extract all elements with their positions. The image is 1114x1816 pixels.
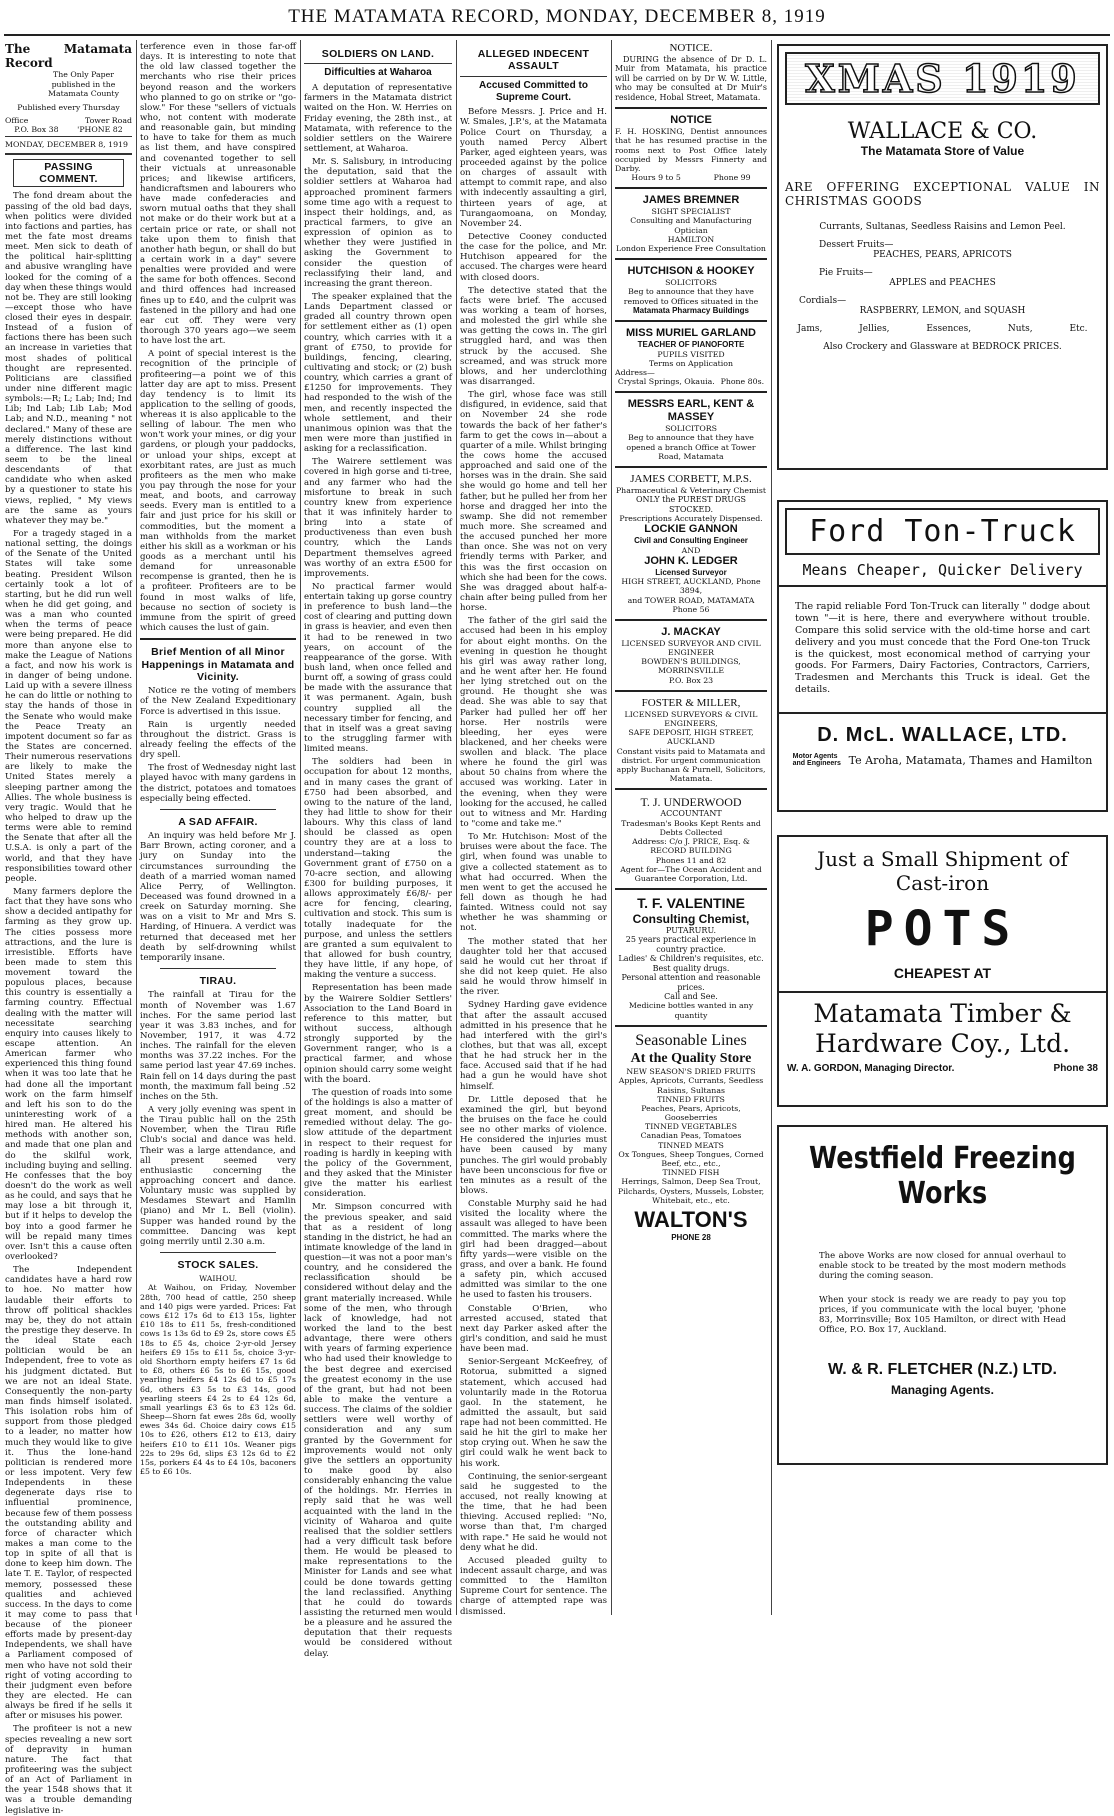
ad-line: PHONE 28: [671, 1232, 711, 1242]
paragraph: The speaker explained that the Lands Department classed or graded all country thrown open for settlement either as (1) open country, which carries with it a grant of £750, to provide for buildings, fencing, clearing, cultivating and stock; or (2) bush country, which carries a grant of £1250 for improvements. They had responded to the wish of the men, and recently inspected the whole settlement, and their unanimous opinion was that the men were more than justified in asking for a reclassification.: [304, 291, 452, 455]
passing-comment-heading: PASSING COMMENT.: [13, 159, 124, 188]
wallace-line: Dessert Fruits—: [819, 240, 894, 250]
paragraph: Notice re the voting of members of the New Zealand Expeditionary Force is advertised in this issue.: [140, 686, 296, 717]
ad-title: T. J. UNDERWOOD: [640, 795, 742, 810]
stock-sales-subheading: WAIHOU.: [199, 1274, 237, 1284]
nameplate-office: Office: [5, 116, 29, 126]
ad-line: ACCOUNTANT: [660, 809, 722, 819]
soldiers-heading: SOLDIERS ON LAND.: [304, 48, 452, 64]
paragraph: Dr. Little deposed that he examined the girl, but beyond the bruises on the face he could see no other marks of violence. He considered the injuries must have been caused by many punches. The girl would probably have been unconscious for five or ten minutes as a result of the blows.: [460, 1094, 607, 1196]
paragraph: The frost of Wednesday night last played havoc with many gardens in the district, potatoes and tomatoes especially being effected.: [140, 763, 296, 804]
ad-line: BOWDEN'S BUILDINGS, MORRINSVILLE: [641, 657, 741, 676]
ad-line: TINNED FRUITS: [657, 1094, 725, 1104]
ad-line: Terms on Application: [649, 358, 733, 368]
ad-title: FOSTER & MILLER,: [641, 696, 741, 709]
ad-line: Peaches, Pears, Apricots, Gooseberries: [641, 1103, 741, 1123]
phone: Phone 99: [713, 173, 751, 183]
ad-line: Ox Tongues, Sheep Tongues, Corned Beef, etc., etc.,: [618, 1149, 764, 1169]
ad-line: Phones 11 and 82: [655, 855, 727, 865]
assault-subheading: Accused Committed to Supreme Court.: [479, 79, 588, 103]
stock-sales-heading: STOCK SALES.: [177, 1258, 259, 1271]
paragraph: At Waihou, on Friday, November 28th, 700 head of cattle, 250 sheep and 140 pigs were yarded. Prices: Fat cows £12 17s 6d to £13 15s, lighter £10 18s to £11 5s, fresh-conditioned cows 1s 13s 6d to £9 2s, store cows £5 18s to £5 4s, choice 2-yr-old Jersey heifers £9 15s to £11 5s, choice 3-yr-old Shorthorn empty heifers £7 1s 6d to £8, others £6 5s to £6 15s, good yearling heifers £4 12s 6d to £5 17s 6d, others £3 5s to £3 14s, good yearling steers £4 2s to £4 12s 6d, small yearlings £3 6s to £3 12s 6d. Sheep—Shorn fat ewes 28s 6d, woolly ewes 34s 6d. Choice dairy cows £15 10s to £26, others £12 to £13, dairy heifers £10 to £11 10s. Weaner pigs 22s to 29s 6d, slips £3 12s 6d to £2 15s, porkers £4 4s to £4 10s, baconers £5 to £6 10s.: [140, 1283, 296, 1477]
ad-title: WALTON'S: [634, 1206, 748, 1232]
paragraph: The Wairere settlement was covered in high gorse and ti-tree, and any farmer who had the misfortune to break in such country knew from experience that it was infinitely harder to bring into a state of productiveness than even bush country, which the Lands Department themselves agreed was worthy of an extra £500 for improvements.: [304, 457, 452, 579]
paragraph: The soldiers had been in occupation for about 12 months, and in many cases the grant of £750 had been absorbed, and owing to the nature of the land, they had little to show for their labours. Why this class of land should be classed as open country they are at a loss to understand—taking the Government grant of £750 on a 70-acre section, and allowing £300 for building purposes, it allows approximately £6/8/- per acre for fencing, clearing, cultivation and stock. This sum is totally inadequate for the purpose, and unless the settlers are granted a sum equivalent to that allowed for bush country, they have little, if any hope, of making the venture a success.: [304, 757, 452, 981]
wallace-item: Essences,: [926, 324, 972, 334]
brief-mention-heading: Brief Mention of all Minor Happenings in Matamata and Vicinity.: [141, 646, 295, 683]
wallace-offer: ARE OFFERING EXCEPTIONAL VALUE IN CHRISTMAS GOODS: [785, 180, 1100, 208]
mt-name: Matamata Timber &: [813, 999, 1072, 1028]
ford-title: Ford Ton-Truck: [809, 514, 1076, 549]
paragraph: The mother stated that her daughter told her that accused said he would cut her throat if she did not keep quiet. He also said he would throw himself in the river.: [460, 936, 607, 998]
paragraph: No practical farmer would entertain taking up gorse country in preference to bush land—the cost of clearing and putting down in grass is heavier, and even then it had to be renewed in two years, on account of the reappearance of the gorse. With bush land, when once felled and burnt off, a sowing of grass could be made with the assurance that it was permanent. Again, bush country supplied all the necessary timber for fencing, and that in itself was a great saving to the struggling farmer with limited means.: [304, 581, 452, 755]
ad-line: Consulting Chemist,: [632, 911, 750, 926]
tirau-heading: TIRAU.: [199, 975, 237, 988]
ad-line: TEACHER OF PIANOFORTE: [637, 340, 745, 350]
ford-dealer: D. McL. WALLACE, LTD.: [817, 724, 1068, 746]
ad-line: AND: [681, 545, 701, 555]
wallace-line: Cordials—: [799, 296, 847, 306]
ad-title: Seasonable Lines: [635, 1031, 747, 1049]
divider: [615, 320, 767, 322]
paragraph: The rainfall at Tirau for the month of November was 1.67 inches. For the same period last year it was 3.83 inches, and for November, 1917, it was 4.72 inches. The rainfall for the eleven months was 37.22 inches. For the same period last year 47.69 inches. Rain fell on 14 days during the past month, the maximum fall being .52 inches on the 5th.: [140, 990, 296, 1102]
mt-phone: Phone 38: [1053, 1063, 1098, 1074]
paragraph: Sydney Harding gave evidence that after the assault accused admitted in his presence that he had interfered with the girl's clothes, but that was all, except that he had struck her in the face. Accused said that if he had had a gun he would have shot himself.: [460, 1000, 607, 1092]
ad-line: Beg to announce that they have opened a branch Office at Tower Road, Matamata: [626, 433, 756, 461]
ad-line: Pharmaceutical & Veterinary Chemist: [615, 485, 767, 495]
assault-heading: ALLEGED INDECENT ASSAULT: [460, 48, 607, 77]
ad-line: AUCKLAND: [667, 737, 715, 747]
column-1: [5, 42, 132, 1816]
pots-ad: [777, 835, 1108, 1107]
paragraph: The father of the girl said the accused had been in his employ for about eight months. On the evening in question he thought his girl was away rather long, and he went after her. He found her lying stretched out on the ground. He thought she was dead. She was able to say that Parker had pulled her off her horse. Her nostrils were bleeding, her eyes were blackened, and her cheeks were swollen and black. The place where he found the girl was about 50 chains from where the accused was working. Later in the evening, when they were looking for the accused, he called out to witness and Mr. Harding to "come and take me.": [460, 616, 607, 830]
divider: [615, 888, 767, 890]
paragraph: Accused pleaded guilty to indecent assault charge, and was committed to the Hamilton Supreme Court for sentence. The charge of attempted rape was dismissed.: [460, 1555, 607, 1617]
ford-towns: Te Aroha, Matamata, Thames and Hamilton: [848, 753, 1093, 767]
ad-line: PUTARURU.: [666, 925, 716, 935]
ad-line: Personal attention and reasonable prices.: [621, 973, 761, 992]
soldiers-subheading: Difficulties at Waharoa: [324, 67, 432, 79]
paragraph: Constable Murphy said he had visited the locality where the assault was alleged to have been committed. The marks where the girl had been dragged—about fifty yards—were visible on the grass, and over a bank. He found a safety pin, which accused admitted was similar to the one he used to fasten his trousers.: [460, 1199, 607, 1301]
ad-line: Canadian Peas, Tomatoes: [640, 1131, 742, 1141]
ad-line: London Experience: [616, 243, 693, 253]
ad-line: Prescriptions Accurately Dispensed.: [619, 514, 763, 523]
westfield-body: The above Works are now closed for annual overhaul to enable stock to be treated by the most modern methods during the coming season.: [819, 1251, 1066, 1281]
paragraph: To Mr. Hutchison: Most of the bruises were about the face. The girl, when found was unable to give a collected statement as to what had occurred. When the men went to get the accused he fell down as though he had fainted. Witness could not say whether he was shamming or not.: [460, 832, 607, 934]
column-rule: [456, 40, 457, 1615]
ford-body: The rapid reliable Ford Ton-Truck can literally " dodge about town "—it is here, there and everywhere without trouble. Compare this solid service with the old-time horse and cart delivery and you must concede that the Ford One-ton Truck is the quickest, most economical method of carrying your goods. For Farmers, Dairy Factories, Contractors, Carriers, Tradesmen and Merchants this Truck is ideal. Get the details.: [795, 601, 1090, 696]
xmas-banner: XMAS 1919: [785, 52, 1100, 105]
ad-line: and TOWER ROAD, MATAMATA: [627, 595, 755, 605]
paragraph: Constable O'Brien, who arrested accused, stated that next day Parker asked after the girl's condition, and said he must have been mad.: [460, 1303, 607, 1355]
ad-line: LICENSED SURVEYOR AND CIVIL ENGINEER: [621, 638, 761, 658]
divider: [160, 1252, 276, 1253]
ad-line: Beg to announce that they have removed to Offices situated in the: [623, 287, 759, 306]
ad-title: HUTCHISON & HOOKEY: [627, 265, 755, 278]
wallace-item: Etc.: [1069, 324, 1088, 334]
wallace-line: APPLES and PEACHES: [889, 278, 996, 288]
column-rule: [300, 40, 301, 1615]
paragraph: Representation has been made by the Wairere Soldier Settlers' Association to the Land Board in reference to this matter, but without success, although strongly supported by the Government ranger, who is a practical farmer, and whose opinion should carry some weight with the board.: [304, 983, 452, 1085]
ad-line: Best quality drugs.: [652, 963, 730, 973]
paragraph: The profiteer is not a new species revealing a new sort of depravity in human nature. The fact that profiteering was the subject of an Act of Parliament in the year 1548 shows that it was a trouble demanding legislative in-: [5, 1724, 132, 1816]
paragraph: Rain is urgently needed throughout the district. Grass is already feeling the effects of the dry spell.: [140, 719, 296, 761]
divider: [160, 968, 276, 969]
paragraph: Detective Cooney conducted the case for the police, and Mr. Hutchison appeared for the accused. The charges were heard with closed doors.: [460, 232, 607, 283]
paragraph: A point of special interest is the recognition of the principle of profiteering—a point we of this latter day are apt to miss. Present day tendency is to limit its application to the selling of goods, whereas it is also applicable to the selling of labour. The men who won't work your mines, or dig your gardens, or plough your paddocks, or unload your ships, except at exorbitant rates, are just as much profiteers as the men who make you pay through the nose for your meat, and boots, and carroway seeds. Every man is entitled to a fair and just price for his skill or commodities, but the moment a man withholds from the market either his skill as a workman or his goods as a merchant until his demand for unreasonable recompense is granted, then he is a profiteer. Profiteers are to be found in most walks of life, because no section of society is immune from the spirit of greed which causes the lust of gain.: [140, 349, 296, 634]
nameplate: [5, 42, 132, 137]
ford-subtitle: Means Cheaper, Quicker Delivery: [779, 561, 1106, 587]
ad-title: T. F. VALENTINE: [637, 895, 745, 912]
column-rule: [136, 40, 137, 1615]
ad-line: TINNED VEGETABLES: [645, 1122, 737, 1132]
paragraph: An inquiry was held before Mr J. Barr Brown, acting coroner, and a jury on Sunday into the circumstances surrounding the death of a married woman named Alice Perry, of Wellington. Deceased was found drowned in a creek on Saturday morning. She was on a visit to Mr and Mrs S. Harding, of Hinuera. A verdict was returned that deceased met her death by self-drowning whilst temporarily insane.: [140, 831, 296, 963]
pots-title: POTS: [864, 901, 1021, 957]
ad-line: SIGHT SPECIALIST: [651, 207, 731, 217]
ad-line: Address: C/o J. PRICE, Esq. & RECORD BUILDING: [632, 837, 750, 856]
paragraph: The Independent candidates have a hard row to hoe. No matter how laudable their efforts to throw off political shackles may be, they do not attain the prestige they deserve. In the ideal State each politician would be an Independent, free to vote as his judgment dictated. But we are not an ideal State. Consequently the non-party man finds himself isolated. This isolation robs him of support from those pledged to a leader, no matter how much they would like to give it. Thus the lone-hand politician is rendered more or less impotent. Very few Independents in these degenerate days rise to influential prominence, because few of them possess the outstanding ability and force of character which makes a man come to the top in spite of all that is done to keep him down. The late T. E. Taylor, of respected memory, possessed these qualities and achieved success. In the days to come it may come to pass that because of the pioneer efforts made by present-day Independents, we shall have a Parliament composed of men who have not sold their right of voting according to their judgment even before they are elected. He can always be fired if he sells it after or misuses his power.: [5, 1265, 132, 1722]
mt-name: Hardware Coy., Ltd.: [814, 1029, 1071, 1058]
paragraph: Mr. S. Salisbury, in introducing the deputation, said that the soldier settlers at Waharoa had approached prominent farmers some time ago with a request to inspect their holdings, and, as practical farmers, to give an expression of opinion as to whether they were justified in asking the Government to consider the question of reclassifying their land, and increasing the grant thereon.: [304, 157, 452, 289]
paragraph: The fond dream about the passing of the old bad days, when politics were divided into factions and parties, has met the fate most dreams meet. Men sick to death of the political hair-splitting and abusive wrangling have looked for the coming of a day when these things would not be. They are still looking—except those who have closed their eyes in despair. Instead of a fusion of factions there has been such an increase in varieties that most shades of political thought are represented. Politicians are classified under nine different magic symbols:—R; L; Lab; Ind; Ind Lib; Ind Lab; Lib Lab; Mod Lab; and N.D., meaning " not declared." Many of these are merely distinctions without a difference. The last kind seem to be the lineal descendants of that candidate who when asked by a questioner to state his views, replied, " My views are the same as yours whatever they may be.": [5, 191, 132, 526]
ad-line: TINNED FISH: [662, 1168, 720, 1178]
divider: [615, 187, 767, 189]
pots-line: CHEAPEST AT: [893, 965, 992, 981]
ad-line: Consulting and Manufacturing Optician: [630, 216, 752, 235]
fletcher-name: W. & R. FLETCHER (N.Z.) LTD.: [827, 1361, 1057, 1378]
nameplate-tag: The Only Paper published in the Matamata County: [48, 70, 119, 98]
paragraph: For a tragedy staged in a national setting, the doings of the Senate of the United States will take some beating. President Wilson certainly took a lot of starting, but he did run well when he did get going, and was a man who counted when the terms of peace were being prepared. He did more than anyone else to make the League of Nations a fact, and now his work is in danger of being undone. Laid up with a severe illness he can do little or nothing to stay the hands of those in the Senate who would make the Peace Treaty an impotent document so far as the States are concerned. Their numerous reservations are likely to make the United States merely a sleeping partner among the Allies. The whole business is very tragic. Would that he who helped to draw up the terms were able to remind the Senate that after all the U.S.A. is only a part of the world, and that they have responsibilities toward other people.: [5, 529, 132, 884]
paragraph: Continuing, the senior-sergeant said he suggested to the accused, not really knowing at the time, that he had been thieving. Accused replied: "No, worse than that, I'm charged with rape." He said he would not deny what he did.: [460, 1471, 607, 1553]
westfield-title: Works: [897, 1176, 988, 1211]
ad-title: MESSRS EARL, KENT & MASSEY: [627, 398, 755, 424]
ad-line: Agent for—The Ocean Accident and Guarantee Corporation, Ltd.: [620, 864, 762, 884]
ad-line: HAMILTON: [667, 234, 715, 244]
ad-line: Apples, Apricots, Currants, Seedless Raisins, Sultanas: [618, 1076, 764, 1095]
wallace-line: Pie Fruits—: [819, 268, 873, 278]
divider: [615, 258, 767, 260]
ad-line: Address—: [615, 367, 655, 377]
pots-line: Cast-iron: [895, 871, 990, 895]
ad-line: P.O. Box 23: [668, 675, 714, 685]
ad-line: LICENSED SURVEYORS & CIVIL ENGINEERS,: [624, 709, 758, 728]
ad-line: At the Quality Store: [630, 1050, 752, 1066]
ad-line: Crystal Springs, Okauia.: [617, 377, 715, 387]
ad-line: Medicine bottles wanted in any quantity: [628, 1001, 754, 1020]
ad-title: JOHN K. LEDGER: [644, 554, 738, 567]
masthead: THE MATAMATA RECORD, MONDAY, DECEMBER 8, 1919: [288, 6, 826, 27]
ad-line: HIGH STREET, AUCKLAND, Phone 3894,: [621, 577, 761, 596]
column-5: [615, 42, 767, 1617]
ad-line: SAFE DEPOSIT, HIGH STREET,: [628, 728, 754, 738]
westfield-ad: [777, 1125, 1108, 1465]
nameplate-phone: 'PHONE 82: [77, 125, 123, 135]
divider: [615, 391, 767, 393]
issue-date: MONDAY, DECEMBER 8, 1919: [5, 137, 132, 154]
pots-line: Just a Small Shipment of: [817, 847, 1068, 871]
ad-line: Phone 56: [672, 604, 710, 614]
ad-line: Matamata Pharmacy Buildings: [632, 305, 750, 315]
wallace-item: Jams,: [797, 324, 823, 334]
column-2: [140, 42, 296, 1617]
nameplate-po: P.O. Box 38: [14, 125, 59, 135]
wallace-xmas-ad: [777, 44, 1108, 470]
mt-director: W. A. GORDON, Managing Director.: [787, 1063, 955, 1074]
paragraph: The detective stated that the facts were brief. The accused was working a team of horses, and molested the girl while she was getting the cows in. The girl struggled hard, and was then struck by the accused. She screamed, and was struck more blows, and her underclothing was disarranged.: [460, 285, 607, 387]
divider: [615, 466, 767, 468]
paragraph: The question of roads into some of the holdings is also a matter of great moment, and should be remedied without delay. The go-slow attitude of the department in respect to their request for roading is hardly in keeping with the policy of the Government, and they asked that the Minister give the matter his earliest consideration.: [304, 1087, 452, 1200]
nameplate-address: Tower Road: [85, 116, 132, 126]
ad-line: Call and See.: [664, 991, 718, 1001]
divider: [160, 809, 276, 810]
paragraph: Senior-Sergeant McKeefrey, of Rotorua, submitted a signed statement, which accused had voluntarily made in the Rotorua gaol. In the statement, he admitted the assault, but said rape had not been committed. He said he hit the girl to make her stop crying out. When he saw the girl could walk he went back to his work.: [460, 1357, 607, 1469]
paragraph: Many farmers deplore the fact that they have sons who show a decided antipathy for farming as they grow up. The cities possess more attractions, and the lure is irresistible. Efforts have been made to stem this movement toward the populous places, because this country is essentially a farming country. Effectual dealing with the matter will necessitate searching enquiry into causes likely to escape attention. An American farmer who experienced this thing found when it was too late that he had done all the important work on the farm himself and left his son to do the uninteresting work of a hired man. He altered his methods with another son, and made that one plan and do the skilful work, including buying and selling. He confesses that the boy doesn't do the work as well as he could, and says that he may lose a bit through it, but if it helps to develop the boy into a good farmer he will be repaid many times over. Isn't this a cause often overlooked?: [5, 886, 132, 1262]
ad-title: JAMES CORBETT, M.P.S.: [630, 472, 752, 485]
masthead-rule: [4, 34, 1110, 36]
wallace-item: Nuts,: [1007, 324, 1033, 334]
divider: [615, 107, 767, 109]
ad-line: PUPILS VISITED: [657, 349, 725, 359]
westfield-body: When your stock is ready we are ready to pay you top prices, if you communicate with the local buyer, 'phone 83, Morrinsville; Box 105 Hamilton, or direct with Head Office, P.O. Box 17, Auckland.: [819, 1295, 1066, 1335]
ad-line: SOLICITORS: [665, 278, 717, 288]
ad-line: Tradesman's Books Kept Rents and Debts Collected: [621, 818, 761, 838]
ad-line: SOLICITORS: [665, 424, 717, 434]
column-rule: [611, 40, 612, 1615]
nameplate-published: Published every Thursday: [17, 102, 120, 112]
ad-line: Licensed Surveyor: [655, 567, 727, 577]
divider: [615, 1025, 767, 1027]
ad-line: Constant visits paid to Matamata and district. For urgent communication apply Buchanan & Purnell, Solicitors, Matamata.: [616, 746, 766, 784]
ford-title-box: [785, 508, 1100, 555]
wallace-line: Also Crockery and Glassware at BEDROCK PRICES.: [823, 342, 1062, 352]
column-rule: [771, 40, 772, 1615]
ad-line: Civil and Consulting Engineer: [634, 536, 748, 546]
nameplate-title: The Matamata Record: [5, 42, 132, 71]
wallace-line: RASPBERRY, LEMON, and SQUASH: [859, 306, 1026, 316]
westfield-title: Westfield Freezing: [809, 1141, 1076, 1176]
divider: [615, 619, 767, 621]
paragraph: terference even in those far-off days. It is interesting to note that the old law classed together the merchants who rise their prices beyond reason and the workers who planned to go on strike or "go-slow." For these "sellers of victuals who, not content with moderate and reasonable gain, but minding to have to take for them as much as list them, and have conspired and covenanted together to sell their victuals at unreasonable prices; and likewise artificers, handicraftsmen and labourers who have made confederacies and sworn mutual oaths that they shall not make or do their work but at a certain price or rate, or shall not take upon them to finish that another hath begun, or shall do but a certain work in a day" severe penalties were provided and were the same for both offences. Second and third offences had increased fines up to £40, and the culprit was fastened in the pillory and had one ear cut off. They were very thorough 370 years ago—we seem to have lost the art.: [140, 42, 296, 347]
hours: Hours 9 to 5: [631, 173, 681, 183]
ad-line: NEW SEASON'S DRIED FRUITS: [626, 1067, 756, 1077]
sad-affair-heading: A SAD AFFAIR.: [178, 815, 258, 828]
ad-line: Phone 80s.: [720, 377, 765, 387]
ad-title: J. MACKAY: [661, 625, 721, 638]
notice-text: DURING the absence of Dr D. L. Muir from Matamata, his practice will be carried on by Dr W. W. Little, who may be consulted at Dr Muir's residence, Hobal Street, Matamata.: [615, 54, 767, 102]
column-3: [304, 42, 452, 1659]
paragraph: The girl, whose face was still disfigured, in evidence, said that on November 24 she rode towards the back of her father's farm to get the cows in—about a quarter of a mile. Whilst bringing the cows home the accused approached and said one of the horses was in the drain. She said she would go home and tell her father, but he pulled her from her horse and dragged her into the swamp. She did not remember much more. She screamed and the accused punched her more than once. She was not on very friendly terms with Parker, and this was the first occasion on which she had been for the cows. She was dragged about half-a-chain after being pulled from her horse.: [460, 390, 607, 614]
ford-truck-ad: [777, 500, 1108, 812]
ad-line: 25 years practical experience in country practice.: [625, 935, 757, 954]
divider: [140, 638, 296, 640]
paragraph: A very jolly evening was spent in the Tirau public hall on the 25th November, when the Tirau Rifle Club's social and dance was held. Their was a large attendance, and all present seemed very enthusiastic concerning the approaching concert and dance. Voluntary music was supplied by Mesdames Stewart and Hamlin (piano) and Mr L. Bell (violin). Supper was handed round by the committee. Dancing was kept going merrily until 2.30 a.m.: [140, 1104, 296, 1247]
notice2-heading: NOTICE: [670, 114, 712, 127]
notice2-text: F. H. HOSKING, Dentist announces that he has resumed practise in the rooms next to Post Office lately occupied by Messrs Finnerty and Darby.: [615, 127, 767, 173]
ad-line: TINNED MEATS: [658, 1140, 724, 1150]
ad-line: Herrings, Salmon, Deep Sea Trout, Pilchards, Oysters, Mussels, Lobster, Whitebait, etc., etc.: [617, 1177, 765, 1205]
fletcher-role: Managing Agents.: [891, 1383, 994, 1397]
paragraph: Mr. Simpson concurred with the previous speaker, and said that as a resident of long standing in the district, he had an intimate knowledge of the land in question—it was not a poor man's country, and he considered the reclassification should be considered without delay and the grant materially increased. While some of the men, who through lack of knowledge, had not worked the land to the best advantage, there were others with years of farming experience who had used their knowledge to the best degree and exercised the greatest economy in the use of the grant, but had not been able to make the venture a success. The claims of the soldier settlers were well worthy of consideration and any sum granted by the Government for improvements would not only give the settlers an opportunity to make good by also considerably enhancing the value of the holdings. Mr. Herries in reply said that he was well acquainted with the land in the vicinity of Waharoa and quite realised that the soldier settlers had a very difficult task before them. He would be pleased to make representations to the Minister for Lands and see what could be done towards getting the land reclassified. Anything that he could do towards assisting the returned men would be a pleasure and he assured the deputation that their requests would be considered without delay.: [304, 1202, 452, 1659]
ford-motor: Motor Agents and Engineers: [792, 753, 841, 767]
paragraph: A deputation of representative farmers in the Matamata district waited on the Hon. W. Herries on Friday evening, the 28th inst., at Matamata, with reference to the soldier settlers on the Wairere settlement, at Waharoa.: [304, 83, 452, 155]
ad-line: ONLY the PUREST DRUGS STOCKED.: [635, 495, 747, 514]
wallace-line: Currants, Sultanas, Seedless Raisins and Lemon Peel.: [819, 222, 1066, 232]
ad-title: MISS MURIEL GARLAND: [626, 327, 756, 340]
notice-heading: NOTICE.: [669, 42, 713, 54]
wallace-name: WALLACE & CO.: [847, 119, 1038, 144]
wallace-tag: The Matamata Store of Value: [860, 144, 1025, 158]
wallace-item: Jellies,: [859, 324, 890, 334]
ad-line: Ladies' & Children's requisites, etc.: [618, 954, 764, 964]
divider: [615, 690, 767, 692]
ad-title: JAMES BREMNER: [642, 194, 740, 207]
paragraph: Before Messrs. J. Price and H. W. Smales, J.P.'s, at the Matamata Police Court on Thursday, a youth named Percy Albert Parker, aged eighteen years, was proceeded against by the police on charges of assault with attempt to commit rape, and also with indecently assaulting a girl, thirteen years of age, at Turangaomoana, on Monday, November 24.: [460, 107, 607, 229]
ad-line: Free Consultation: [694, 243, 766, 253]
divider: [615, 788, 767, 790]
column-4: [460, 42, 607, 1617]
ad-title: LOCKIE GANNON: [644, 523, 738, 536]
wallace-line: PEACHES, PEARS, APRICOTS: [873, 250, 1012, 260]
